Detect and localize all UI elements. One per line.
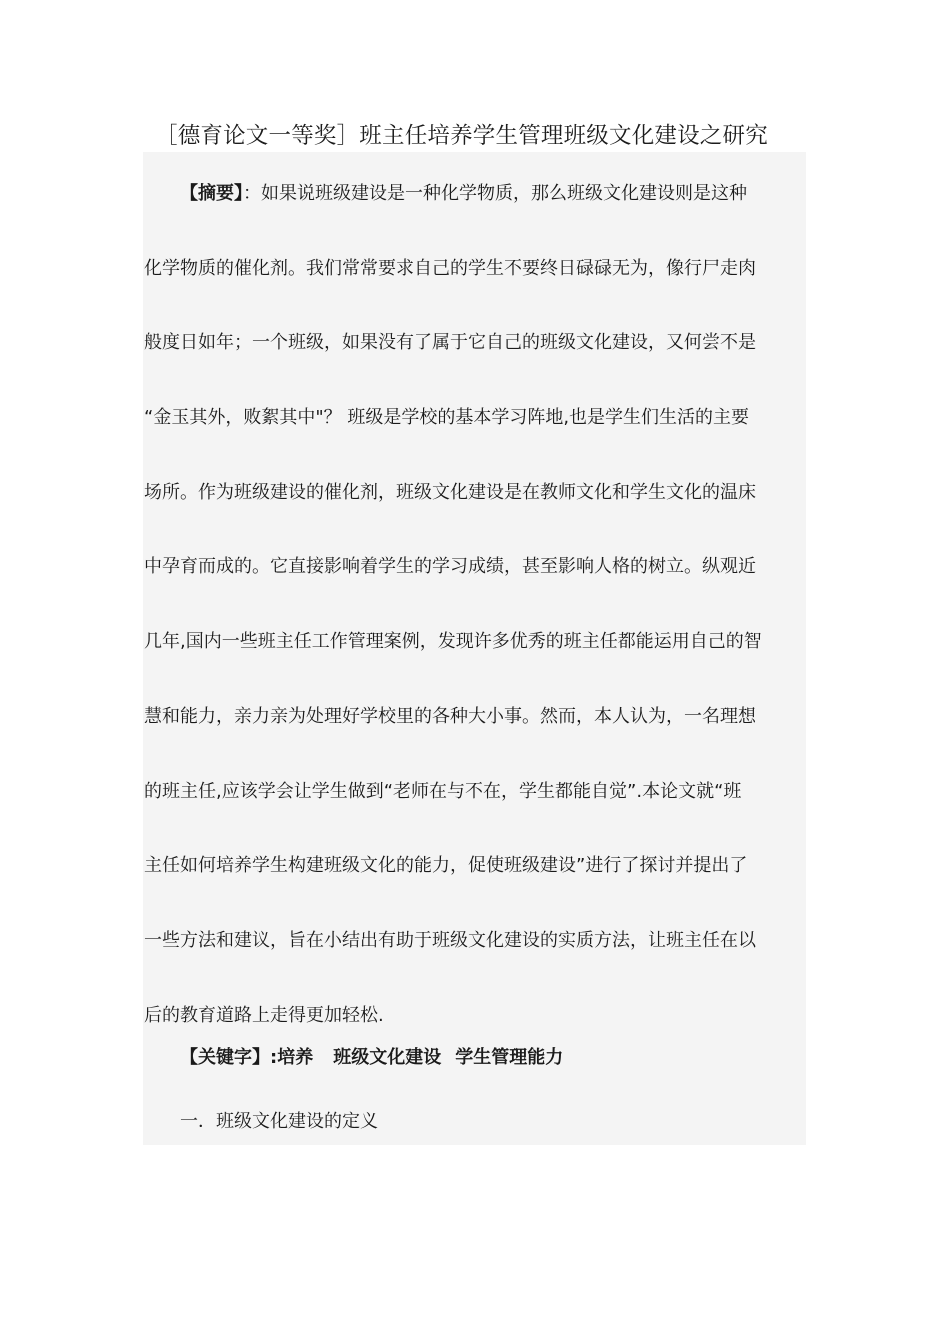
document-title: ［德育论文一等奖］班主任培养学生管理班级文化建设之研究 <box>155 123 768 149</box>
keywords-label: 【关键字】: <box>180 1047 278 1068</box>
abstract-line-7: 几年,国内一些班主任工作管理案例，发现许多优秀的班主任都能运用自己的智 <box>144 631 762 653</box>
abstract-text: 如果说班级建设是一种化学物质，那么班级文化建设则是这种 <box>261 183 747 204</box>
abstract-line-8: 慧和能力，亲力亲为处理好学校里的各种大小事。然而，本人认为，一名理想 <box>144 705 756 727</box>
keyword-1: 培养 <box>277 1047 314 1068</box>
keywords-line <box>180 1043 563 1073</box>
abstract-line-3: 般度日如年；一个班级，如果没有了属于它自己的班级文化建设，又何尝不是 <box>144 332 756 354</box>
abstract-line-5: 场所。作为班级建设的催化剂，班级文化建设是在教师文化和学生文化的温床 <box>144 481 756 503</box>
section-heading: 一．班级文化建设的定义 <box>180 1111 378 1132</box>
abstract-line-9: 的班主任,应该学会让学生做到“老师在与不在，学生都能自觉”.本论文就“班 <box>144 780 742 802</box>
abstract-line-10: 主任如何培养学生构建班级文化的能力，促使班级建设”进行了探讨并提出了 <box>144 855 748 877</box>
abstract-line-4: “金玉其外，败絮其中"？ 班级是学校的基本学习阵地,也是学生们生活的主要 <box>144 407 750 429</box>
abstract-line-1 <box>144 157 814 232</box>
abstract-line-2: 化学物质的催化剂。我们常常要求自己的学生不要终日碌碌无为，像行尸走肉 <box>144 257 756 279</box>
keyword-2: 班级文化建设 <box>333 1047 442 1068</box>
abstract-label: 【摘要】 <box>180 183 243 204</box>
abstract-line-12: 后的教育道路上走得更加轻松. <box>144 1004 384 1026</box>
abstract-body <box>144 157 814 1053</box>
abstract-line-11: 一些方法和建议，旨在小结出有助于班级文化建设的实质方法，让班主任在以 <box>144 929 756 951</box>
abstract-colon: ： <box>243 183 261 204</box>
keyword-3: 学生管理能力 <box>455 1047 564 1068</box>
abstract-line-6: 中孕育而成的。它直接影响着学生的学习成绩，甚至影响人格的树立。纵观近 <box>144 556 756 578</box>
